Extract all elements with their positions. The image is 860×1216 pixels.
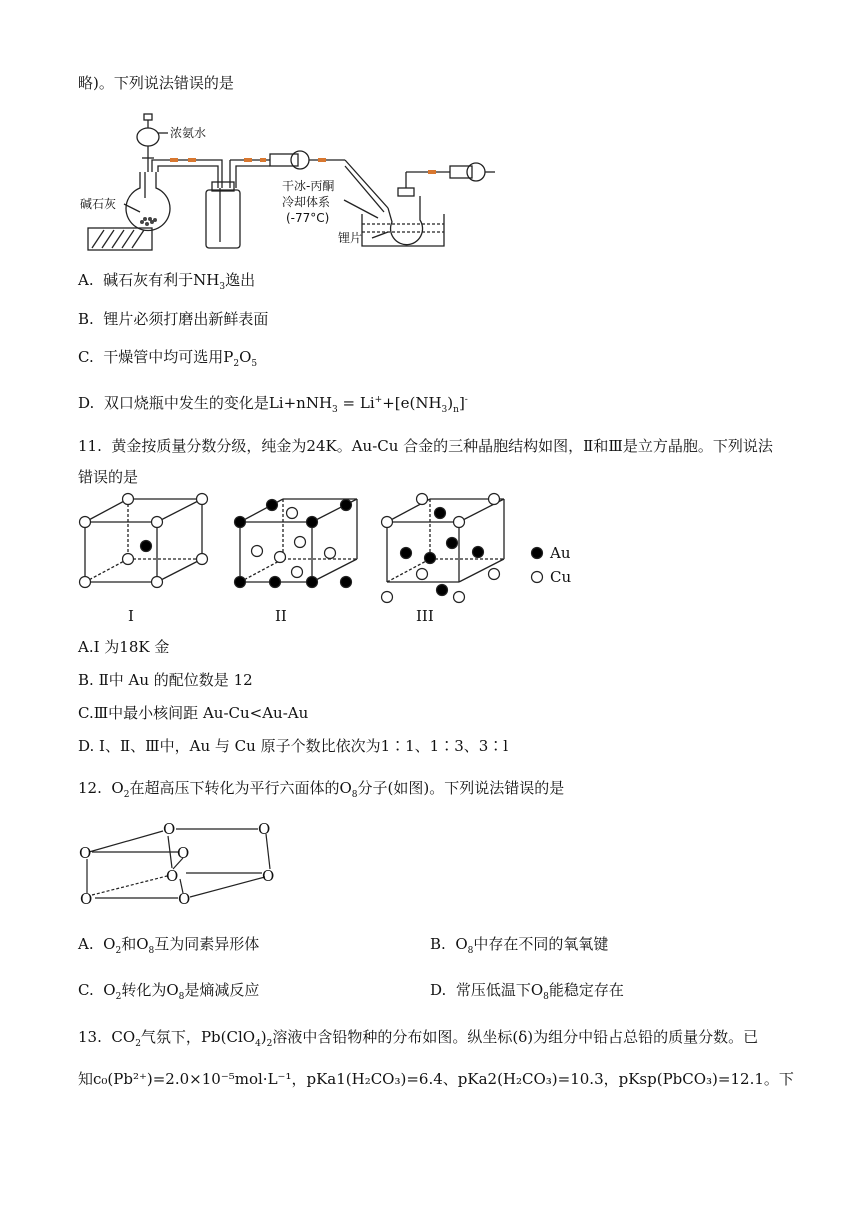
- q12-option-b: B. $O_8$中存在不同的氧氧键: [430, 935, 609, 956]
- label-coolant-1: 干冰-丙酮: [282, 179, 335, 193]
- label-soda-lime: 碱石灰: [80, 197, 117, 211]
- label-lithium: 锂片: [338, 231, 363, 245]
- q12-option-d: D. 常压低温下$O_8$能稳定存在: [430, 981, 624, 1002]
- atom-o-5: O: [166, 867, 179, 885]
- legend-cu: Cu: [550, 568, 572, 586]
- cell-label-3: III: [416, 607, 434, 625]
- atom-o-8: O: [178, 890, 191, 908]
- q10-option-a: A. 碱石灰有利于$NH_3$逸出: [78, 271, 256, 292]
- atom-o-6: O: [262, 867, 275, 885]
- q13-stem-line1: 13. $CO_2$气氛下，$Pb(ClO_4)_2$溶液中含铅物种的分布如图。纵坐标(δ)为组分中铅占总铅的质量分数。已: [78, 1028, 759, 1049]
- q11-option-d: D. I、Ⅱ、Ⅲ中，Au 与 Cu 原子个数比依次为1∶1、1∶3、3∶l: [78, 737, 509, 755]
- q10-option-c: C. 干燥管中均可选用$P_2O_5$: [78, 348, 258, 369]
- q11-option-c: C.Ⅲ中最小核间距 Au-Cu<Au-Au: [78, 704, 309, 722]
- cell-label-1: I: [128, 607, 134, 625]
- atom-o-1: O: [163, 820, 176, 838]
- q11-stem-line1: 11. 黄金按质量分数分级，纯金为24K。Au-Cu 合金的三种晶胞结构如图，Ⅱ和Ⅲ是立方晶胞。下列说法: [78, 437, 773, 455]
- q10-option-d: D. 双口烧瓶中发生的变化是$Li+nNH_3 = Li^++[e(NH_3)_n]^-$: [78, 394, 468, 415]
- q13-stem-line2: 知c₀(Pb²⁺)=2.0×10⁻⁵mol·L⁻¹，pKa1(H₂CO₃)=6.4、pKa2(H₂CO₃)=10.3，pKsp(PbCO₃)=12.1。下: [78, 1070, 794, 1088]
- q10-option-b: B. 锂片必须打磨出新鲜表面: [78, 310, 269, 328]
- atom-o-7: O: [80, 890, 93, 908]
- q10-intro-tail: 略)。下列说法错误的是: [78, 74, 234, 92]
- q12-option-c: C. $O_2$转化为$O_8$是熵减反应: [78, 981, 260, 1002]
- atom-o-4: O: [177, 844, 190, 862]
- label-ammonia: 浓氨水: [170, 126, 207, 140]
- atom-o-3: O: [79, 844, 92, 862]
- label-coolant-2: 冷却体系: [282, 195, 331, 209]
- q12-stem: 12. $O_2$在超高压下转化为平行六面体的$O_8$分子(如图)。下列说法错误的是: [78, 779, 565, 800]
- q12-option-a: A. $O_2$和$O_8$互为同素异形体: [78, 935, 260, 956]
- q11-option-b: B. Ⅱ中 Au 的配位数是 12: [78, 671, 253, 689]
- cell-label-2: II: [275, 607, 287, 625]
- q11-option-a: A.I 为18K 金: [78, 638, 170, 656]
- atom-o-2: O: [258, 820, 271, 838]
- label-coolant-3: (-77°C): [286, 211, 330, 225]
- legend-au: Au: [550, 544, 571, 562]
- q11-stem-line2: 错误的是: [78, 468, 139, 486]
